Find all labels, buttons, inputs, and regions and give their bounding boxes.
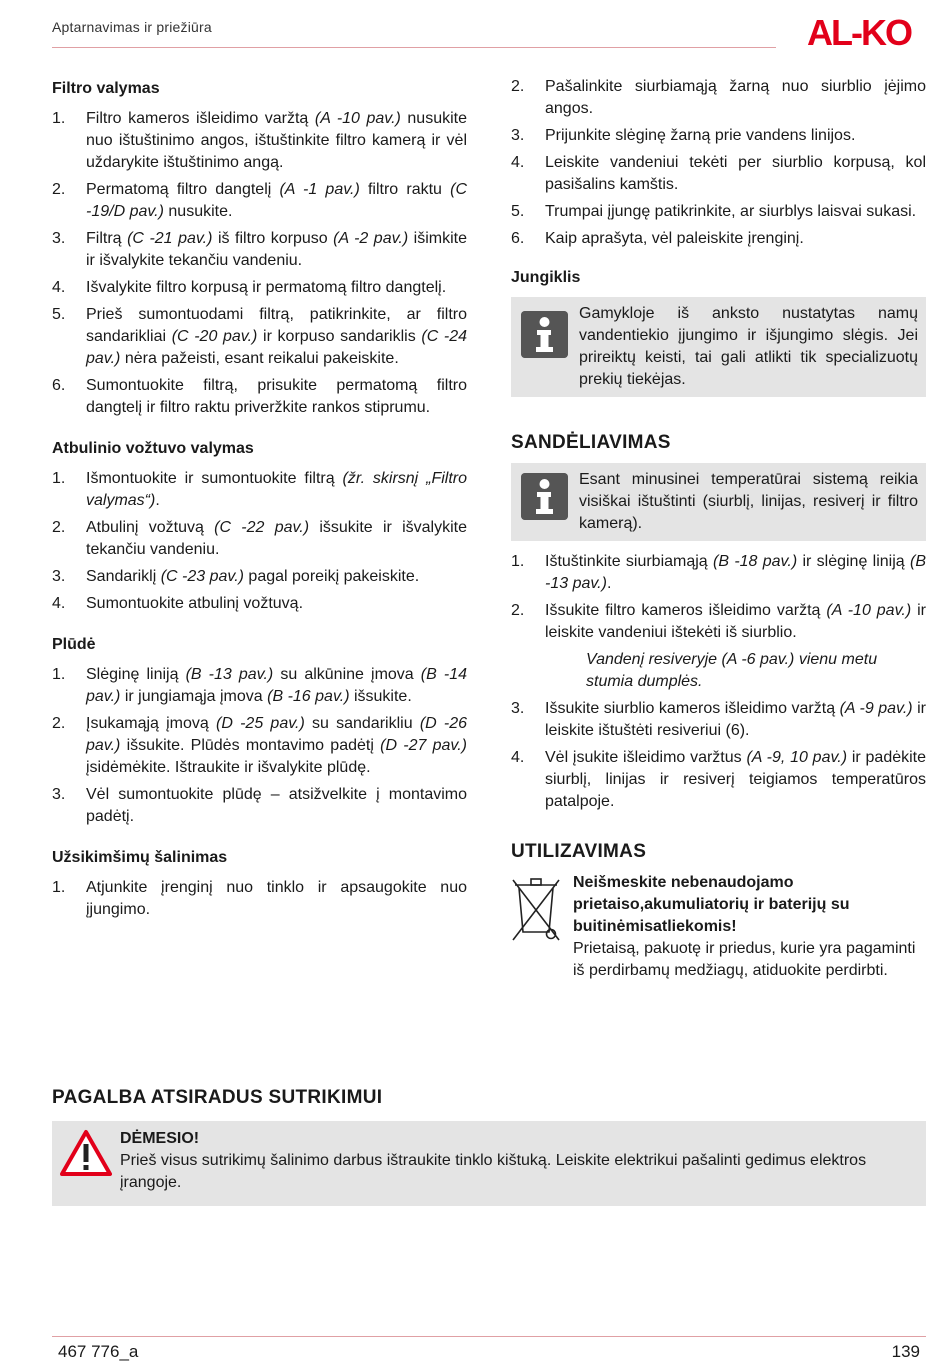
figure-reference: (B -14 pav.) xyxy=(86,666,467,705)
list-item-text: išsukite ir išvalykite tekančiu vandeniu. xyxy=(86,519,468,558)
figure-reference: (A -9, 10 pav.) xyxy=(746,749,848,766)
list-item-text: Išsukite filtro kameros išleidimo varžtą xyxy=(545,602,827,619)
list-item-text: Slėginę liniją xyxy=(86,666,186,683)
list-item-number: 1. xyxy=(52,879,66,896)
header-section-label: Aptarnavimas ir priežiūra xyxy=(52,19,212,35)
list-item-text: Įsukamąją įmovą xyxy=(86,715,217,732)
list-item-number: 4. xyxy=(52,595,66,612)
disposal-warning: Neišmeskite nebenaudojamo prietaiso,akumuliatorių ir baterijų su buitinėmisatliekomis! xyxy=(573,874,850,935)
list-item xyxy=(511,125,926,147)
list-item-text: . xyxy=(155,492,160,509)
list-item-text: išsukite. Plūdės montavimo padėtį xyxy=(120,737,381,754)
disposal-heading: UTILIZAVIMAS xyxy=(511,841,647,862)
document-number: 467 776_a xyxy=(58,1342,139,1361)
list-item-text: nusukite. xyxy=(163,203,233,220)
storage-info-text: Esant minusinei temperatūrai sistemą reikia visiškai ištuštinti (siurblį, linijas, resiverį ir filtro kamerą). xyxy=(579,471,918,532)
figure-reference: (C -22 pav.) xyxy=(214,519,310,536)
figure-reference: (žr. skirsnį „Filtro valymas“) xyxy=(86,470,468,509)
storage-heading: SANDĖLIAVIMAS xyxy=(511,432,671,453)
list-item-text: Permatomą filtro dangtelį xyxy=(86,181,280,198)
storage-info-box xyxy=(511,463,926,541)
list-item xyxy=(52,375,467,419)
figure-reference: (D -26 pav.) xyxy=(86,715,468,754)
switch-info-text: Gamykloje iš anksto nustatytas namų vandentiekio įjungimo ir išjungimo slėgis. Jei prireiktų keisti, tai gali atlikti tik specializuotų prekių tiekėjas. xyxy=(579,305,918,388)
list-item xyxy=(511,201,926,223)
figure-reference: (B -18 pav.) xyxy=(713,553,798,570)
warning-title: DĖMESIO! xyxy=(120,1130,200,1147)
list-item xyxy=(52,664,467,708)
storage-list-a xyxy=(511,551,926,644)
list-item-number: 6. xyxy=(511,230,525,247)
figure-reference: (C -23 pav.) xyxy=(160,568,244,585)
list-item-number: 3. xyxy=(511,127,525,144)
list-item-number: 3. xyxy=(52,786,66,803)
list-item-number: 5. xyxy=(511,203,525,220)
figure-reference: (C -21 pav.) xyxy=(127,230,213,247)
figure-reference: (B -13 pav.) xyxy=(545,553,926,592)
list-item-number: 2. xyxy=(52,181,66,198)
list-item xyxy=(52,179,467,223)
right-column xyxy=(511,76,926,982)
troubleshooting-heading: PAGALBA ATSIRADUS SUTRIKIMUI xyxy=(52,1087,383,1108)
list-item xyxy=(511,600,926,644)
list-item xyxy=(52,228,467,272)
list-item-text: išimkite ir išvalykite tekančiu vandeniu. xyxy=(86,230,468,269)
list-item-text: Sumontuokite filtrą, prisukite permatomą filtro dangtelį ir filtro raktu priveržkite rankos stiprumu. xyxy=(86,377,467,416)
list-item-text: Sandariklį xyxy=(86,568,161,585)
list-item-number: 3. xyxy=(511,700,525,717)
list-item-text: Išvalykite filtro korpusą ir permatomą filtro dangtelį. xyxy=(86,279,447,296)
list-item-number: 6. xyxy=(52,377,66,394)
list-item-text: Prijunkite slėginę žarną prie vandens linijos. xyxy=(545,127,856,144)
list-item-text: Pašalinkite siurbiamąją žarną nuo siurblio įėjimo angos. xyxy=(545,78,926,117)
list-item-text: Prieš sumontuodami filtrą, patikrinkite, ar filtro sandarikliai xyxy=(86,306,467,345)
list-item-text: ir korpuso sandariklis xyxy=(257,328,422,345)
list-item xyxy=(52,784,467,828)
list-item xyxy=(511,76,926,120)
footer-divider xyxy=(52,1336,926,1337)
info-icon xyxy=(521,473,568,520)
list-item-text: nėra pažeisti, esant reikalui pakeiskite. xyxy=(120,350,399,367)
list-item-number: 4. xyxy=(511,749,525,766)
list-item-number: 3. xyxy=(52,568,66,585)
figure-reference: (D -27 pav.) xyxy=(380,737,468,754)
figure-reference: (A -9 pav.) xyxy=(839,700,913,717)
list-item xyxy=(511,698,926,742)
list-item-number: 1. xyxy=(52,470,66,487)
list-item xyxy=(511,551,926,595)
list-item-text: Trumpai įjungę patikrinkite, ar siurblys laisvai sukasi. xyxy=(545,203,917,220)
list-item-number: 2. xyxy=(511,78,525,95)
list-item xyxy=(52,108,467,174)
list-item-number: 2. xyxy=(52,519,66,536)
figure-reference: (C -20 pav.) xyxy=(171,328,258,345)
list-item-text: su alkūnine įmova xyxy=(273,666,421,683)
list-item xyxy=(52,517,467,561)
list-item-text: pagal poreikį pakeiskite. xyxy=(243,568,420,585)
list-item xyxy=(52,468,467,512)
list-item-number: 1. xyxy=(52,666,66,683)
list-item-text: išsukite. xyxy=(349,688,412,705)
warning-text: Prieš visus sutrikimų šalinimo darbus ištraukite tinklo kištuką. Leiskite elektrikui pašalinti gedimus elektros įrangoje. xyxy=(120,1152,867,1191)
filter-cleaning-heading: Filtro valymas xyxy=(52,80,160,97)
list-item-text: Atjunkite įrenginį nuo tinklo ir apsaugokite nuo įjungimo. xyxy=(86,879,467,918)
header-divider xyxy=(52,47,776,48)
list-item xyxy=(52,277,467,299)
valve-cleaning-list xyxy=(52,468,467,615)
list-item-text: įsidėmėkite. Ištraukite ir išvalykite plūdę. xyxy=(86,759,371,776)
figure-reference: (C -19/D pav.) xyxy=(86,181,467,220)
figure-reference: (D -25 pav.) xyxy=(216,715,305,732)
switch-heading: Jungiklis xyxy=(511,269,581,286)
figure-reference: (A -1 pav.) xyxy=(279,181,360,198)
switch-info-box xyxy=(511,297,926,397)
list-item-number: 4. xyxy=(52,279,66,296)
clog-removal-heading: Užsikimšimų šalinimas xyxy=(52,849,228,866)
list-item-text: ir jungiamąja įmova xyxy=(120,688,268,705)
figure-reference: (B -13 pav.) xyxy=(185,666,274,683)
info-icon xyxy=(521,311,568,358)
warning-triangle-icon xyxy=(60,1129,112,1177)
disposal-block xyxy=(511,872,926,982)
list-item-number: 4. xyxy=(511,154,525,171)
list-item-text: filtro raktu xyxy=(359,181,451,198)
list-item-text: Sumontuokite atbulinį vožtuvą. xyxy=(86,595,304,612)
alko-logo xyxy=(790,14,928,50)
list-item-text: Išmontuokite ir sumontuokite filtrą xyxy=(86,470,343,487)
float-list xyxy=(52,664,467,828)
list-item-text: nusukite nuo ištuštinimo angos, ištuštinkite filtro kamerą ir vėl uždarykite ištuštinimo angą. xyxy=(86,110,468,171)
list-item xyxy=(52,566,467,588)
storage-note: Vandenį resiveryje (A -6 pav.) vienu metu stumia dumplės. xyxy=(586,651,878,690)
figure-reference: (B -16 pav.) xyxy=(267,688,350,705)
list-item-text: ir padėkite siurblį, linijas ir resiverį teigiamos temperatūros patalpoje. xyxy=(545,749,927,810)
crossed-bin-icon xyxy=(511,876,563,942)
figure-reference: (A -2 pav.) xyxy=(333,230,409,247)
list-item-text: su sandarikliu xyxy=(304,715,420,732)
storage-list-b xyxy=(511,698,926,813)
list-item-text: Vėl sumontuokite plūdę – atsižvelkite į montavimo padėtį. xyxy=(86,786,467,825)
figure-reference: (A -10 pav.) xyxy=(826,602,912,619)
list-item xyxy=(511,228,926,250)
list-item-text: Filtrą xyxy=(86,230,128,247)
list-item xyxy=(511,152,926,196)
list-item-number: 2. xyxy=(52,715,66,732)
figure-reference: (A -10 pav.) xyxy=(314,110,401,127)
list-item xyxy=(511,747,926,813)
list-item-number: 5. xyxy=(52,306,66,323)
list-item-text: ir leiskite ištuštėti resiveriui (6). xyxy=(545,700,926,739)
float-heading: Plūdė xyxy=(52,636,96,653)
valve-cleaning-heading: Atbulinio vožtuvo valymas xyxy=(52,440,254,457)
list-item-text: Filtro kameros išleidimo varžtą xyxy=(86,110,315,127)
logo-text: AL-KO xyxy=(807,14,911,50)
list-item xyxy=(52,713,467,779)
list-item xyxy=(52,304,467,370)
list-item-text: Atbulinį vožtuvą xyxy=(86,519,215,536)
list-item-number: 1. xyxy=(52,110,66,127)
clog-removal-list xyxy=(52,877,467,921)
list-item-text: . xyxy=(606,575,612,592)
list-item-text: Išsukite siurblio kameros išleidimo varžtą xyxy=(545,700,840,717)
list-item-number: 1. xyxy=(511,553,525,570)
clog-removal-list-continued xyxy=(511,76,926,250)
list-item-number: 3. xyxy=(52,230,66,247)
filter-cleaning-list xyxy=(52,108,467,419)
list-item xyxy=(52,877,467,921)
disposal-text: Prietaisą, pakuotę ir priedus, kurie yra pagaminti iš perdirbamų medžiagų, atiduokite perdirbti. xyxy=(573,940,916,979)
list-item-text: iš filtro korpuso xyxy=(212,230,334,247)
list-item-text: Leiskite vandeniui tekėti per siurblio korpusą, kol pasišalins kamštis. xyxy=(545,154,926,193)
list-item xyxy=(52,593,467,615)
list-item-text: ir slėginę liniją xyxy=(797,553,910,570)
list-item-text: Vėl įsukite išleidimo varžtus xyxy=(545,749,747,766)
list-item-text: Ištuštinkite siurbiamąją xyxy=(545,553,714,570)
list-item-number: 2. xyxy=(511,602,525,619)
list-item-text: ir leiskite vandeniui ištekėti iš siurblio. xyxy=(545,602,926,641)
left-column xyxy=(52,78,467,926)
page-number: 139 xyxy=(891,1342,920,1361)
list-item-text: Kaip aprašyta, vėl paleiskite įrenginį. xyxy=(545,230,804,247)
warning-box xyxy=(52,1121,926,1206)
figure-reference: (C -24 pav.) xyxy=(86,328,468,367)
